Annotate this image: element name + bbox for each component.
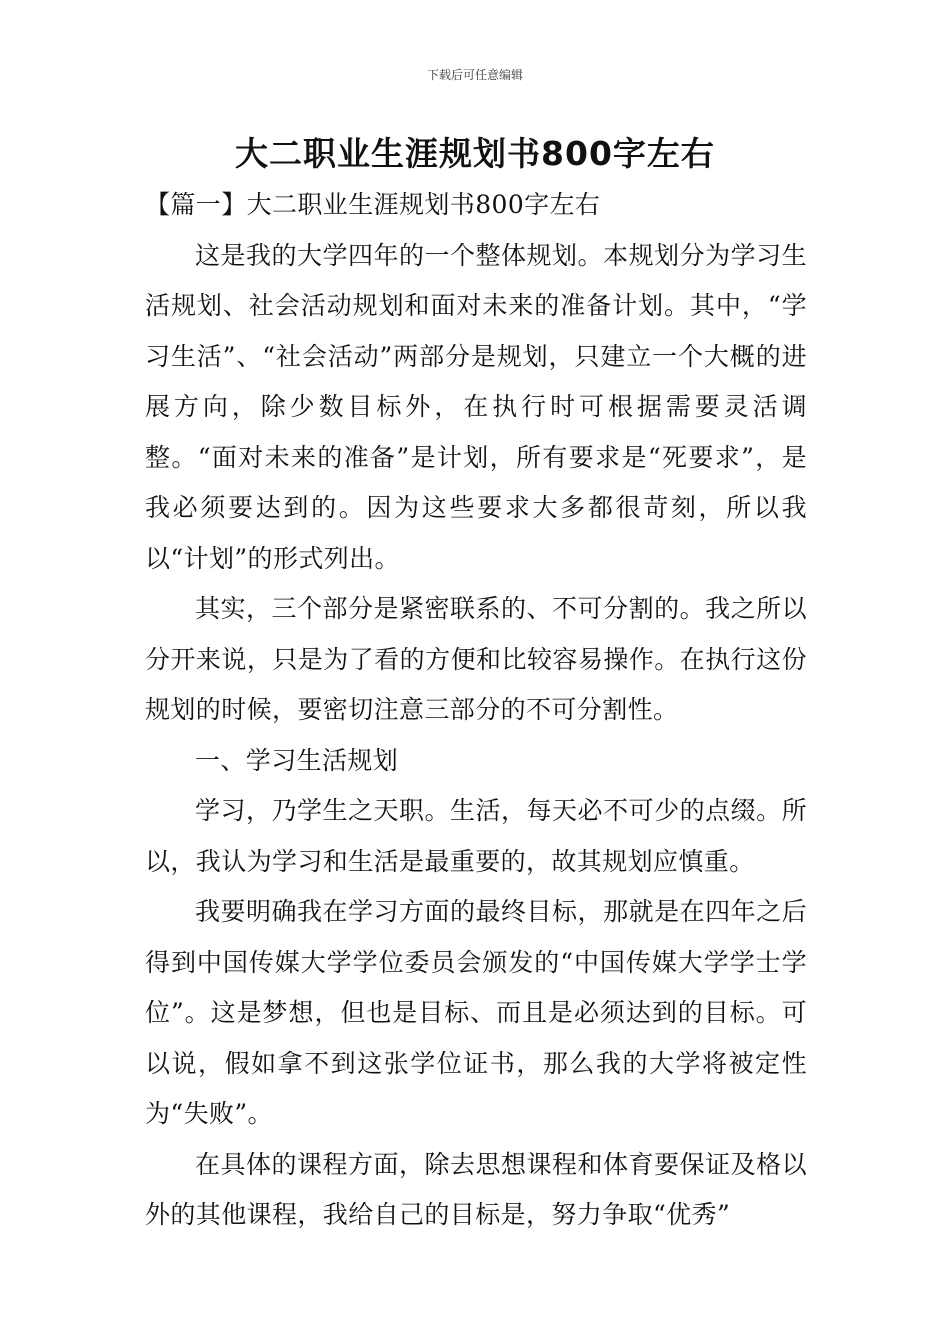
- paragraph-study-importance: 学习，乃学生之天职。生活，每天必不可少的点缀。所以，我认为学习和生活是最重要的，故其规划应慎重。: [145, 796, 807, 876]
- paragraph-structure: 其实，三个部分是紧密联系的、不可分割的。我之所以分开来说，只是为了看的方便和比较容易操作。在执行这份规划的时候，要密切注意三部分的不可分割性。: [145, 594, 807, 724]
- document-body: [145, 180, 807, 1241]
- header-note: 下载后可任意编辑: [426, 68, 523, 82]
- paragraph-intro: 这是我的大学四年的一个整体规划。本规划分为学习生活规划、社会活动规划和面对未来的准备计划。其中，“学习生活”、“社会活动”两部分是规划，只建立一个大概的进展方向，除少数目标外，在执行时可根据需要灵活调整。“面对未来的准备”是计划，所有要求是“死要求”，是我必须要达到的。因为这些要求大多都很苛刻，所以我以“计划”的形式列出。: [145, 240, 807, 573]
- document-title: 大二职业生涯规划书800字左右: [235, 134, 715, 173]
- section-subtitle: 【篇一】大二职业生涯规划书800字左右: [145, 190, 601, 219]
- paragraph-course-goal: 在具体的课程方面，除去思想课程和体育要保证及格以外的其他课程，我给自己的目标是，努力争取“优秀”: [145, 1149, 807, 1229]
- section-heading-study-life: 一、学习生活规划: [195, 745, 399, 775]
- paragraph-degree-goal: 我要明确我在学习方面的最终目标，那就是在四年之后得到中国传媒大学学位委员会颁发的“中国传媒大学学士学位”。这是梦想，但也是目标、而且是必须达到的目标。可以说，假如拿不到这张学位证书，那么我的大学将被定性为“失败”。: [145, 897, 807, 1128]
